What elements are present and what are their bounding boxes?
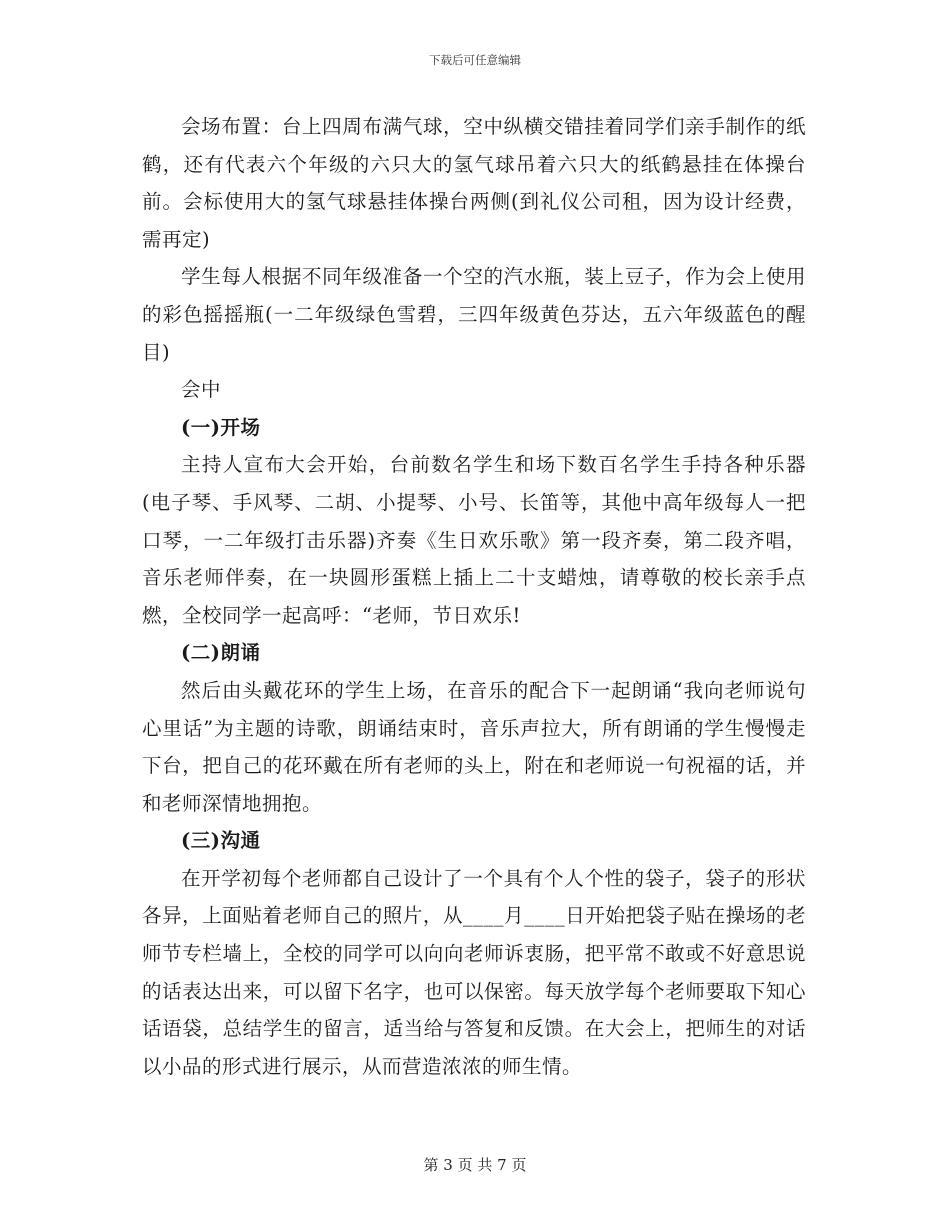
body-paragraph: 在开学初每个老师都自己设计了一个具有个人个性的袋子，袋子的形状各异，上面贴着老师自己的照片，从____月____日开始把袋子贴在操场的老师节专栏墙上，全校的同学可以向向老师诉衷肠，把平常不敢或不好意思说的话表达出来，可以留下名字，也可以保密。每天放学每个老师要取下知心话语袋，总结学生的留言，适当给与答复和反馈。在大会上，把师生的对话以小品的形式进行展示，从而营造浓浓的师生情。 — [142, 866, 806, 1078]
section-heading: (一)开场 — [181, 415, 261, 439]
body-paragraph: 会中 — [181, 378, 222, 402]
page-footer: 第 3 页 共 7 页 — [423, 1156, 527, 1174]
section-heading: (二)朗诵 — [181, 641, 261, 665]
body-paragraph: 学生每人根据不同年级准备一个空的汽水瓶，装上豆子，作为会上使用的彩色摇摇瓶(一二年级绿色雪碧，三四年级黄色芬达，五六年级蓝色的醒目) — [142, 265, 806, 364]
document-body — [142, 108, 806, 1085]
body-paragraph: 然后由头戴花环的学生上场，在音乐的配合下一起朗诵“我向老师说句心里话”为主题的诗歌，朗诵结束时，音乐声拉大，所有朗诵的学生慢慢走下台，把自己的花环戴在所有老师的头上，附在和老师说一句祝福的话，并和老师深情地拥抱。 — [142, 678, 806, 815]
body-paragraph: 会场布置：台上四周布满气球，空中纵横交错挂着同学们亲手制作的纸鹤，还有代表六个年级的六只大的氢气球吊着六只大的纸鹤悬挂在体操台前。会标使用大的氢气球悬挂体操台两侧(到礼仪公司租，因为设计经费，需再定) — [142, 115, 806, 251]
page-header: 下载后可任意编辑 — [429, 53, 521, 67]
section-heading: (三)沟通 — [181, 829, 261, 853]
body-paragraph: 主持人宣布大会开始，台前数名学生和场下数百名学生手持各种乐器(电子琴、手风琴、二胡、小提琴、小号、长笛等，其他中高年级每人一把口琴，一二年级打击乐器)齐奏《生日欢乐歌》第一段齐奏，第二段齐唱，音乐老师伴奏，在一块圆形蛋糕上插上二十支蜡烛，请尊敬的校长亲手点燃，全校同学一起高呼：“老师，节日欢乐! — [142, 453, 806, 627]
